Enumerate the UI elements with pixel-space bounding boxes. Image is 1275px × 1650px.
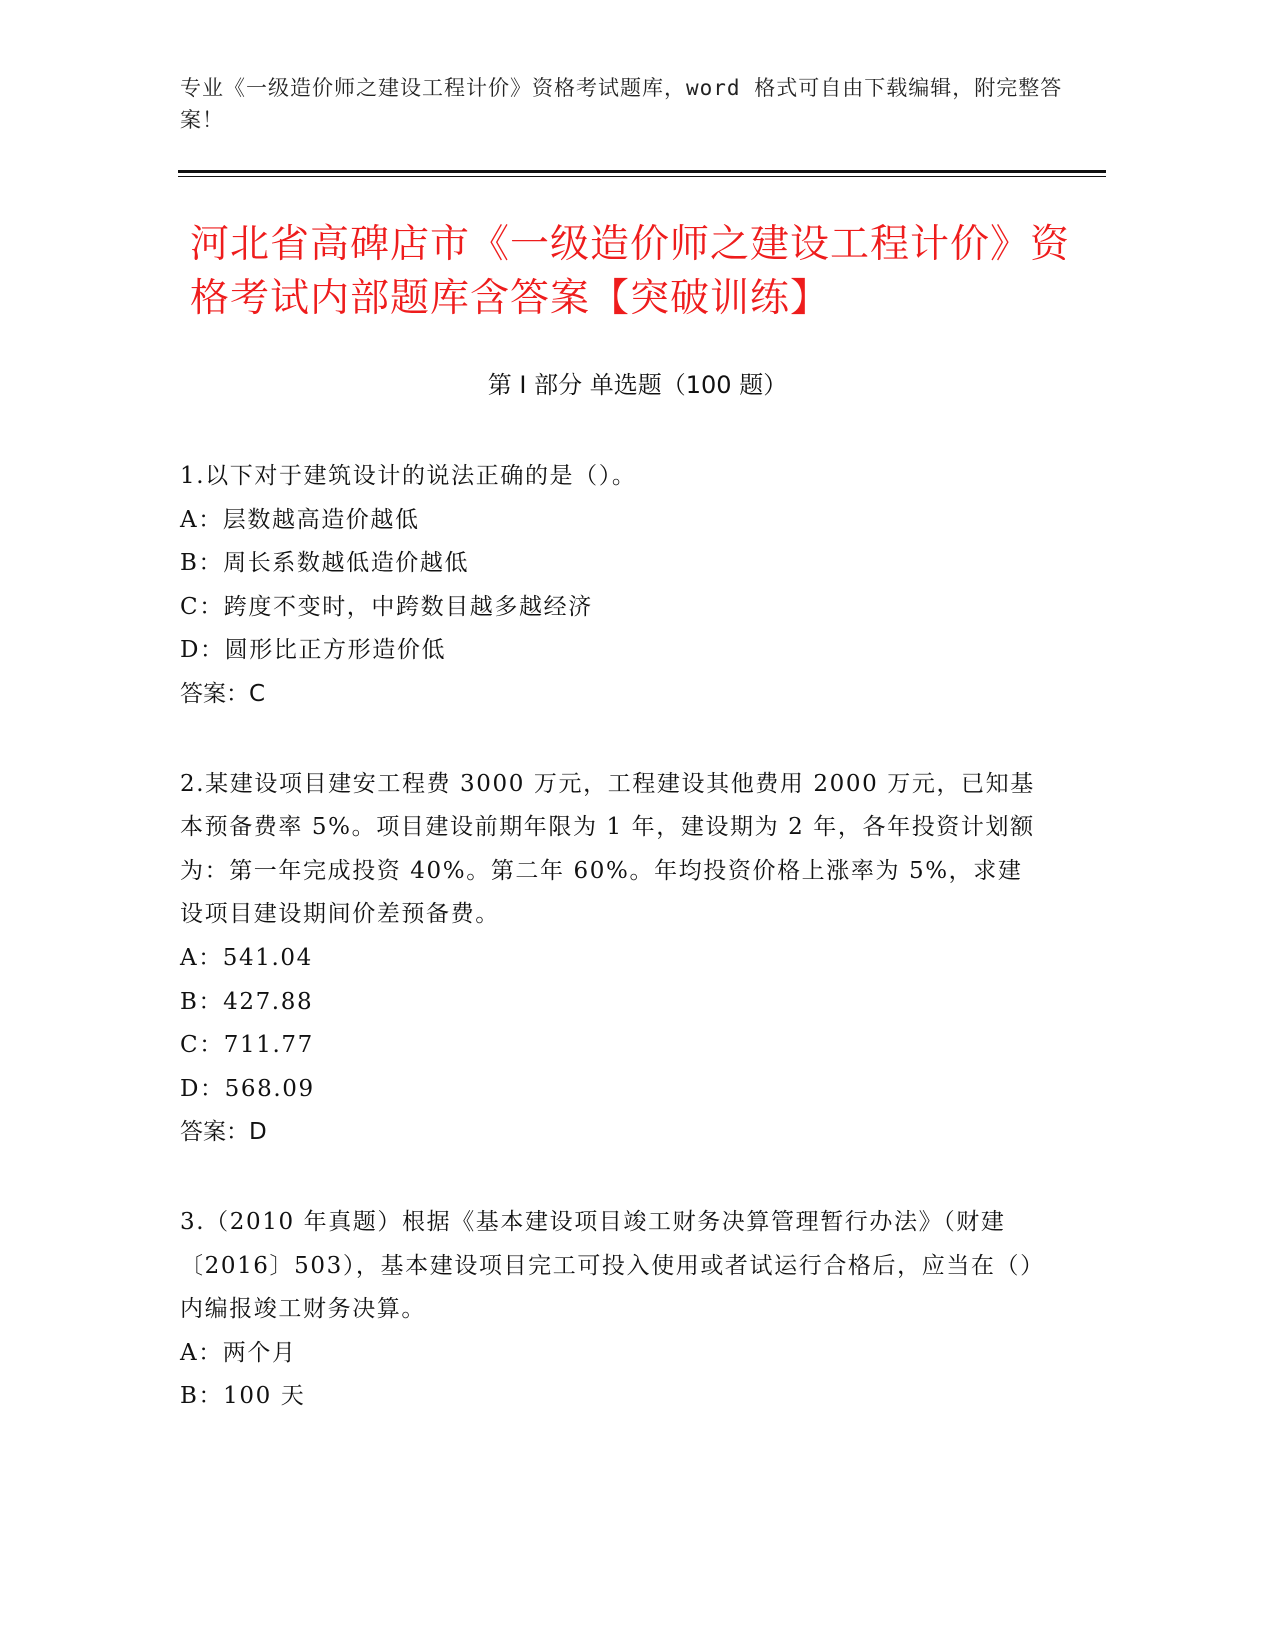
question-2	[180, 763, 1040, 1155]
answer: 答案：D	[180, 1119, 267, 1146]
option-c: C：711.77	[180, 1032, 314, 1059]
option-d: D：568.09	[180, 1075, 315, 1102]
header-divider-thin	[178, 176, 1106, 177]
header-divider-thick	[178, 170, 1106, 173]
option-a: A：两个月	[180, 1339, 297, 1366]
question-stem: 2.某建设项目建安工程费 3000 万元，工程建设其他费用 2000 万元，已知基本预备费率 5%。项目建设前期年限为 1 年，建设期为 2 年，各年投资计划额为：第一年完成投资 40%。第二年 60%。年均投资价格上涨率为 5%，求建设项目建设期间价差预备费。	[180, 770, 1035, 928]
header-note: 专业《一级造价师之建设工程计价》资格考试题库，word 格式可自由下载编辑，附完整答案！	[180, 76, 1063, 132]
option-a: A：541.04	[180, 944, 313, 971]
option-a: A：层数越高造价越低	[180, 506, 420, 533]
option-d: D：圆形比正方形造价低	[180, 637, 447, 664]
question-stem: 3.（2010 年真题）根据《基本建设项目竣工财务决算管理暂行办法》（财建〔2016〕503），基本建设项目完工可投入使用或者试运行合格后，应当在（）内编报竣工财务决算。	[180, 1208, 1034, 1323]
option-b: B：周长系数越低造价越低	[180, 550, 470, 577]
question-3	[180, 1201, 1040, 1419]
option-b: B：427.88	[180, 988, 314, 1015]
document-title: 河北省高碑店市《一级造价师之建设工程计价》资格考试内部题库含答案【突破训练】	[190, 222, 1071, 321]
option-c: C：跨度不变时，中跨数目越多越经济	[180, 593, 593, 620]
section-title: 第 I 部分 单选题（100 题）	[487, 371, 788, 399]
option-b: B：100 天	[180, 1383, 306, 1410]
question-1	[180, 455, 1040, 717]
question-list	[180, 455, 1040, 1465]
answer: 答案：C	[180, 680, 266, 707]
question-stem: 1.以下对于建筑设计的说法正确的是（）。	[180, 463, 637, 489]
